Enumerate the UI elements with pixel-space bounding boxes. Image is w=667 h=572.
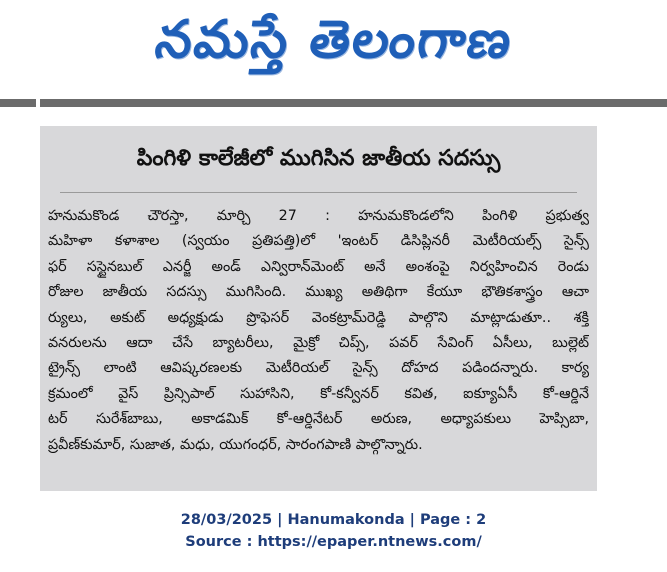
article-line: హనుమకొండ చౌరస్తా, మార్చి 27 : హనుమకొండలోని పింగిళి ప్రభుత్వ — [48, 208, 589, 224]
masthead-rule-right — [40, 99, 667, 107]
article-line: టర్ సురేశ్‌బాబు, అకాడమిక్ కో-ఆర్డినేటర్ అరుణ, అధ్యాపకులు హెప్సిబా, — [48, 411, 589, 428]
article-line: ప్రవీణ్‌కుమార్, సుజాత, మధు, యుగంధర్, సారంగపాణి పాల్గొన్నారు. — [48, 436, 423, 453]
article-line: మహిళా కళాశాల (స్వయం ప్రతిపత్తి)లో 'ఇంటర్ డిసిప్లినరీ మెటీరియల్స్ సైన్స్ — [48, 233, 589, 250]
masthead-rule-left — [0, 99, 36, 107]
headline-divider — [60, 192, 577, 193]
article-line: ర్యులు, అకుట్ అధ్యక్షుడు ప్రొఫెసర్ వెంకట్రామ్‌రెడ్డి పాల్గొని మాట్లాడుతూ.. శక్తి — [48, 309, 589, 326]
article-body — [48, 204, 589, 458]
article-line: ట్రైన్స్ లాంటి ఆవిష్కరణలకు మెటీరియల్ సైన్స్ దోహద పడిందన్నారు. కార్య — [48, 360, 589, 377]
footer-source: Source : https://epaper.ntnews.com/ — [185, 534, 482, 550]
article-clipping — [40, 126, 597, 491]
article-headline: పింగిళి కాలేజీలో ముగిసిన జాతీయ సదస్సు — [136, 146, 501, 171]
masthead-logo: నమస్తే తెలంగాణ — [151, 9, 517, 70]
article-line: రోజుల జాతీయ సదస్సు ముగిసింది. ముఖ్య అతిథిగా కేయూ భౌతికశాస్త్రం ఆచా — [48, 284, 589, 301]
article-line: క్రమంలో వైస్ ప్రిన్సిపాల్ సుహాసిని, కో-కన్వీనర్ కవిత, ఐక్యూఏసీ కో-ఆర్డినే — [48, 385, 589, 402]
article-line: ఫర్ సస్టైనబుల్ ఎనర్జీ అండ్ ఎన్విరాన్‌మెంట్ అనే అంశంపై నిర్వహించిన రెండు — [48, 258, 589, 275]
masthead — [0, 0, 667, 92]
article-line: వనరులను ఆదా చేసే బ్యాటరీలు, మైక్రో చిప్స్, పవర్ సేవింగ్ ఏసీలు, బుల్లెట్ — [48, 335, 589, 352]
footer-dateline: 28/03/2025 | Hanumakonda | Page : 2 — [180, 512, 487, 528]
clipping-footer — [0, 509, 667, 553]
